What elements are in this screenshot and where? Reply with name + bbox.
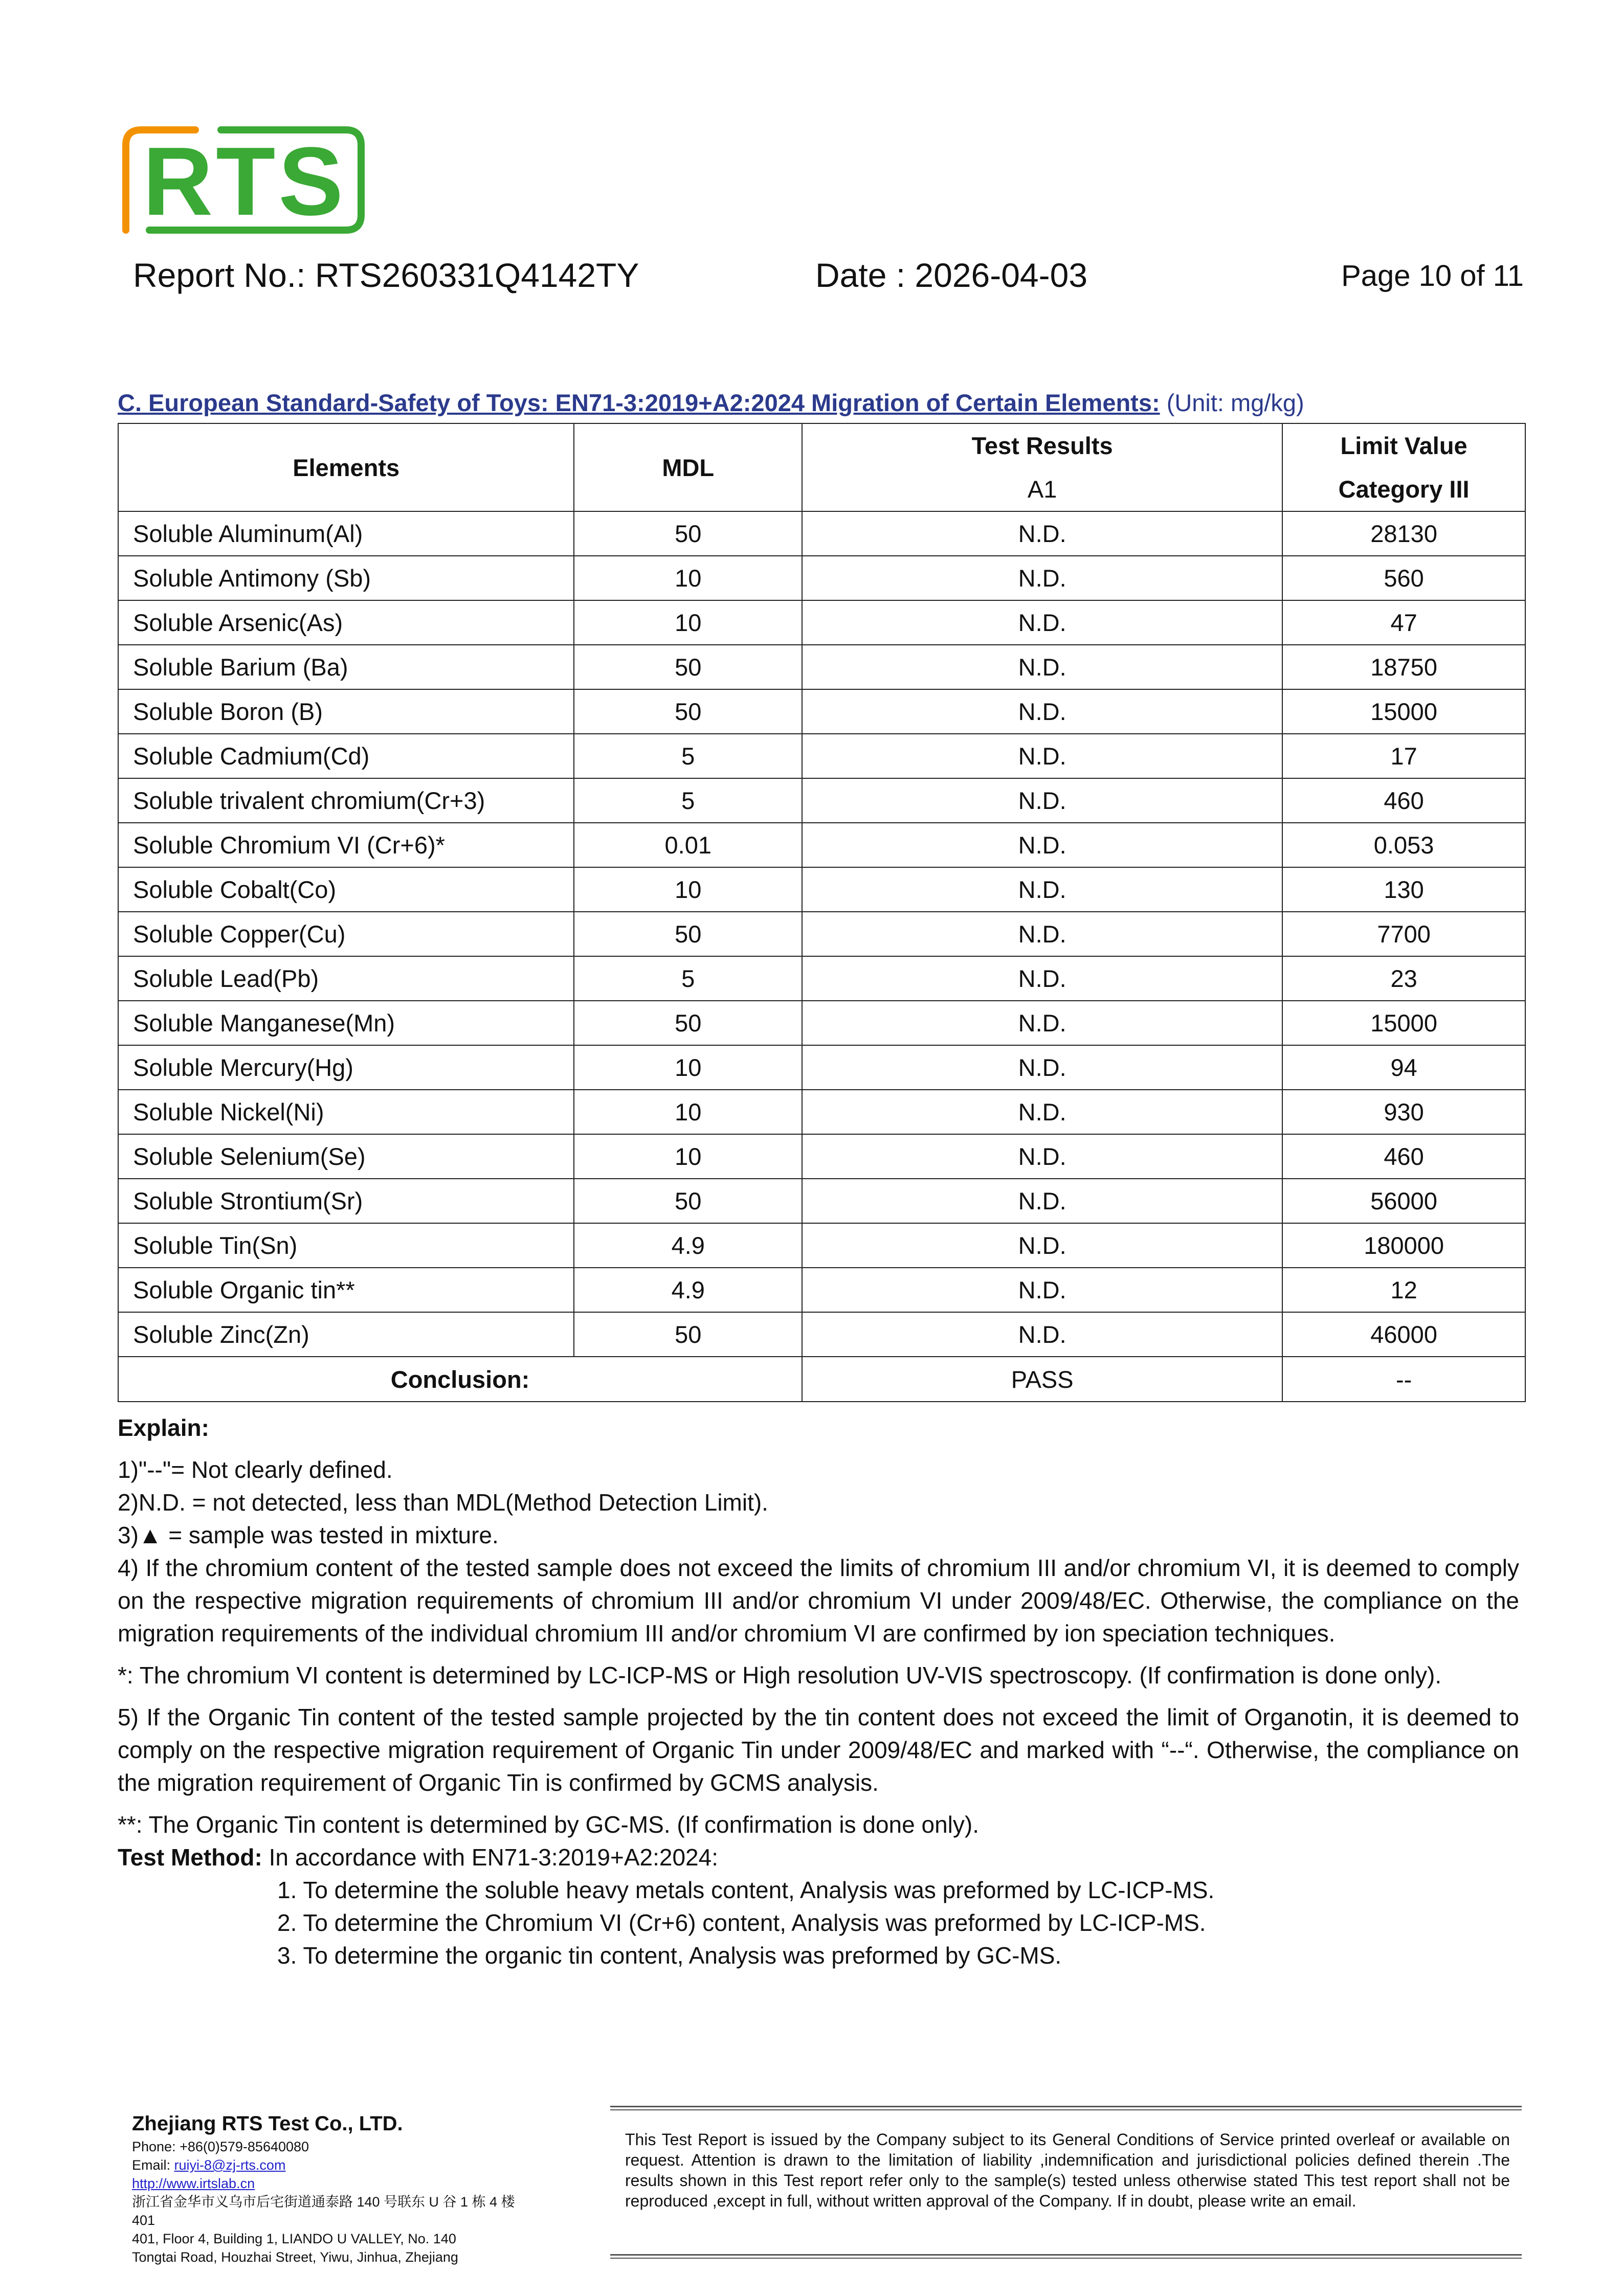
element-cell: Soluble Boron (B) [118,689,574,734]
limit-cell: 460 [1282,1134,1525,1179]
note-4: 4) If the chromium content of the tested sample does not exceed the limits of chromium III and/or chromium VI, it is deemed to comply on the respective migration requirements of chromium III and/or chromium VI under 2009/48/EC. Otherwise, the compliance on the migration requirements of the individual chromium III and/or chromium VI are confirmed by ion speciation techniques. [118,1555,1519,1647]
footer-address-en-1: 401, Floor 4, Building 1, LIANDO U VALLEY, No. 140 [132,2231,456,2246]
table-row [118,645,1525,689]
footer-divider [610,2106,1522,2107]
limit-cell: 130 [1282,867,1525,912]
result-cell: N.D. [802,1223,1282,1268]
limit-cell: 23 [1282,956,1525,1001]
table-row [118,1045,1525,1090]
mdl-cell: 10 [574,867,802,912]
mdl-cell: 4.9 [574,1268,802,1312]
header-limit-value: Limit Value [1282,423,1525,467]
mdl-cell: 10 [574,600,802,645]
table-row [118,1134,1525,1179]
mdl-cell: 5 [574,956,802,1001]
element-cell: Soluble Cadmium(Cd) [118,734,574,778]
element-cell: Soluble Nickel(Ni) [118,1090,574,1134]
table-row [118,1090,1525,1134]
result-cell: N.D. [802,1179,1282,1223]
element-cell: Soluble Copper(Cu) [118,912,574,956]
section-title [118,389,1304,417]
section-unit: (Unit: mg/kg) [1166,389,1304,416]
limit-cell: 560 [1282,556,1525,600]
header-sample-id: A1 [802,467,1282,511]
result-cell: N.D. [802,1134,1282,1179]
table-row [118,778,1525,823]
result-cell: N.D. [802,912,1282,956]
conclusion-row [118,1357,1525,1402]
limit-cell: 47 [1282,600,1525,645]
element-cell: Soluble Selenium(Se) [118,1134,574,1179]
mdl-cell: 50 [574,1001,802,1045]
element-cell: Soluble Antimony (Sb) [118,556,574,600]
element-cell: Soluble Aluminum(Al) [118,511,574,556]
mdl-cell: 50 [574,645,802,689]
element-cell: Soluble Manganese(Mn) [118,1001,574,1045]
table-row [118,1312,1525,1357]
limit-cell: 15000 [1282,1001,1525,1045]
mdl-cell: 50 [574,912,802,956]
table-row [118,867,1525,912]
note-5: 5) If the Organic Tin content of the tested sample projected by the tin content does not exceed the limit of Organotin, it is deemed to comply on the respective migration requirement of Organic Tin under 2009/48/EC and marked with “--“. Otherwise, the compliance on the migration requirement of Organic Tin is confirmed by GCMS analysis. [118,1704,1519,1796]
mdl-cell: 0.01 [574,823,802,867]
mdl-cell: 5 [574,734,802,778]
mdl-cell: 10 [574,556,802,600]
result-cell: N.D. [802,823,1282,867]
note-chromium-method: *: The chromium VI content is determined by LC-ICP-MS or High resolution UV-VIS spectroscopy. (If confirmation is done only). [118,1662,1442,1689]
header-test-results: Test Results [802,423,1282,467]
logo-text: RTS [143,127,346,236]
table-row [118,1268,1525,1312]
mdl-cell: 10 [574,1134,802,1179]
element-cell: Soluble Zinc(Zn) [118,1312,574,1357]
conclusion-result: PASS [802,1357,1282,1402]
limit-cell: 12 [1282,1268,1525,1312]
result-cell: N.D. [802,1312,1282,1357]
result-cell: N.D. [802,1090,1282,1134]
table-row [118,600,1525,645]
result-cell: N.D. [802,556,1282,600]
report-date: Date : 2026-04-03 [815,256,1088,294]
footer-email-label: Email: [132,2157,174,2173]
limit-cell: 46000 [1282,1312,1525,1357]
element-cell: Soluble Lead(Pb) [118,956,574,1001]
result-cell: N.D. [802,778,1282,823]
result-cell: N.D. [802,645,1282,689]
footer-address-cn: 浙江省金华市义乌市后宅街道通泰路 140 号联东 U 谷 1 栋 4 楼 401 [132,2194,515,2228]
element-cell: Soluble Cobalt(Co) [118,867,574,912]
mdl-cell: 4.9 [574,1223,802,1268]
result-cell: N.D. [802,1045,1282,1090]
mdl-cell: 50 [574,511,802,556]
footer-company-name: Zhejiang RTS Test Co., LTD. [132,2112,403,2135]
test-method-label: Test Method: [118,1844,262,1871]
footer-email-line [132,2156,541,2174]
explanation-notes [118,1411,1519,1972]
page-number: Page 10 of 11 [1341,259,1524,292]
element-cell: Soluble Arsenic(As) [118,600,574,645]
element-cell: Soluble Strontium(Sr) [118,1179,574,1223]
header-category: Category III [1282,467,1525,511]
footer-website-link[interactable]: http://www.irtslab.cn [132,2176,255,2191]
results-table [118,423,1526,1402]
result-cell: N.D. [802,734,1282,778]
limit-cell: 28130 [1282,511,1525,556]
footer-address-en-2: Tongtai Road, Houzhai Street, Yiwu, Jinhua, Zhejiang [132,2249,458,2265]
result-cell: N.D. [802,867,1282,912]
test-method [118,1841,1519,1874]
element-cell: Soluble Organic tin** [118,1268,574,1312]
table-row [118,1001,1525,1045]
header-mdl: MDL [574,423,802,511]
conclusion-limit: -- [1282,1357,1525,1402]
mdl-cell: 50 [574,689,802,734]
element-cell: Soluble Barium (Ba) [118,645,574,689]
test-method-item: 2. To determine the Chromium VI (Cr+6) content, Analysis was preformed by LC-ICP-MS. [277,1909,1206,1936]
limit-cell: 460 [1282,778,1525,823]
footer-disclaimer: This Test Report is issued by the Company subject to its General Conditions of Service printed overleaf or available on request. Attention is drawn to the limitation of liability ,indemnification and jurisdictional policies defined therein .The results shown in this Test report refer only to the sample(s) tested unless otherwise stated This test report shall not be reproduced ,except in full, without written approval of the Company. If in doubt, please write an email. [625,2130,1510,2210]
element-cell: Soluble trivalent chromium(Cr+3) [118,778,574,823]
limit-cell: 15000 [1282,689,1525,734]
limit-cell: 18750 [1282,645,1525,689]
result-cell: N.D. [802,600,1282,645]
table-row [118,556,1525,600]
mdl-cell: 10 [574,1090,802,1134]
table-row [118,689,1525,734]
header-elements: Elements [118,423,574,511]
limit-cell: 94 [1282,1045,1525,1090]
note-organic-tin-method: **: The Organic Tin content is determined by GC-MS. (If confirmation is done only). [118,1811,979,1838]
mdl-cell: 50 [574,1179,802,1223]
table-row [118,912,1525,956]
result-cell: N.D. [802,956,1282,1001]
result-cell: N.D. [802,1001,1282,1045]
element-cell: Soluble Tin(Sn) [118,1223,574,1268]
note-3: 3)▲ = sample was tested in mixture. [118,1522,499,1548]
result-cell: N.D. [802,689,1282,734]
test-method-item: 1. To determine the soluble heavy metals content, Analysis was preformed by LC-ICP-MS. [277,1877,1215,1903]
note-1: 1)"--"= Not clearly defined. [118,1456,393,1483]
footer-divider [610,2258,1522,2259]
mdl-cell: 5 [574,778,802,823]
rts-logo [119,123,368,237]
limit-cell: 17 [1282,734,1525,778]
footer-email-link[interactable]: ruiyi-8@zj-rts.com [174,2157,286,2173]
limit-cell: 0.053 [1282,823,1525,867]
table-header-row [118,423,1525,467]
test-method-intro: In accordance with EN71-3:2019+A2:2024: [262,1844,719,1871]
explain-label: Explain: [118,1414,209,1441]
element-cell: Soluble Chromium VI (Cr+6)* [118,823,574,867]
element-cell: Soluble Mercury(Hg) [118,1045,574,1090]
result-cell: N.D. [802,511,1282,556]
limit-cell: 180000 [1282,1223,1525,1268]
mdl-cell: 50 [574,1312,802,1357]
limit-cell: 930 [1282,1090,1525,1134]
footer-company-info [132,2111,541,2266]
table-row [118,511,1525,556]
limit-cell: 56000 [1282,1179,1525,1223]
mdl-cell: 10 [574,1045,802,1090]
limit-cell: 7700 [1282,912,1525,956]
table-row [118,734,1525,778]
note-2: 2)N.D. = not detected, less than MDL(Method Detection Limit). [118,1489,768,1516]
table-row [118,1223,1525,1268]
table-row [118,1179,1525,1223]
footer-phone: Phone: +86(0)579-85640080 [132,2139,309,2154]
test-method-item: 3. To determine the organic tin content, Analysis was preformed by GC-MS. [277,1942,1062,1969]
table-row [118,956,1525,1001]
footer-divider [610,2254,1522,2256]
conclusion-label: Conclusion: [118,1357,802,1402]
footer-divider [610,2109,1522,2110]
report-number: Report No.: RTS260331Q4142TY [133,256,639,294]
result-cell: N.D. [802,1268,1282,1312]
table-row [118,823,1525,867]
section-title-text: C. European Standard-Safety of Toys: EN71-3:2019+A2:2024 Migration of Certain Elements: [118,389,1160,416]
